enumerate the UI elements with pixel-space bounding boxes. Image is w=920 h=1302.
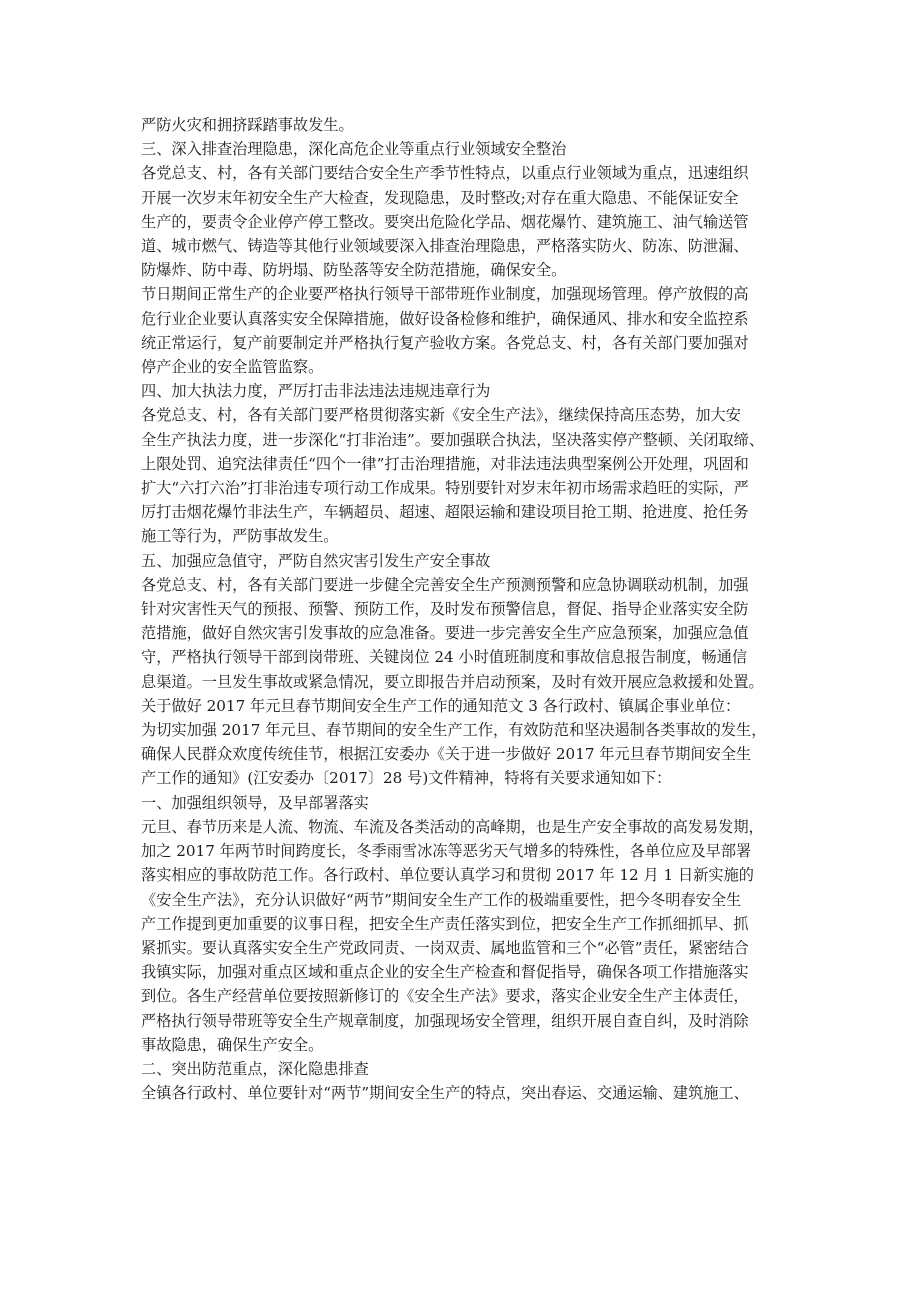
text-line: 防爆炸、防中毒、防坍塌、防坠落等安全防范措施，确保安全。 [141, 261, 567, 280]
text-line: 三、深入排查治理隐患，深化高危企业等重点行业领域安全整治 [141, 140, 567, 159]
text-line: 全镇各行政村、单位要针对“两节”期间安全生产的特点，突出春运、交通运输、建筑施工、 [141, 1084, 749, 1103]
text-line: 各党总支、村，各有关部门要进一步健全完善安全生产预测预警和应急协调联动机制，加强 [141, 575, 749, 594]
text-line: 落实相应的事故防范工作。各行政村、单位要认真学习和贯彻 2017 年 12 月 1 日新实施的 [141, 866, 754, 885]
text-line: 为切实加强 2017 年元旦、春节期间的安全生产工作，有效防范和坚决遏制各类事故的发生， [141, 721, 767, 740]
text-line: 针对灾害性天气的预报、预警、预防工作，及时发布预警信息，督促、指导企业落实安全防 [141, 600, 749, 619]
text-line: 危行业企业要认真落实安全保障措施，做好设备检修和维护，确保通风、排水和安全监控系 [141, 309, 749, 328]
text-line: 五、加强应急值守，严防自然灾害引发生产安全事故 [141, 551, 491, 570]
text-line: 关于做好 2017 年元旦春节期间安全生产工作的通知范文 3 各行政村、镇属企事业单位： [141, 696, 741, 715]
text-line: 元旦、春节历来是人流、物流、车流及各类活动的高峰期，也是生产安全事故的高发易发期， [141, 817, 764, 836]
text-line: 上限处罚、追究法律责任“四个一律”打击治理措施，对非法违法典型案例公开处理，巩固和 [141, 454, 749, 473]
text-line: 各党总支、村，各有关部门要结合安全生产季节性特点，以重点行业领域为重点，迅速组织 [141, 164, 749, 183]
text-line: 四、加大执法力度，严厉打击非法违法违规违章行为 [141, 382, 491, 401]
text-line: 《安全生产法》，充分认识做好“两节”期间安全生产工作的极端重要性，把今冬明春安全生 [141, 890, 742, 909]
text-line: 停产企业的安全监管监察。 [141, 358, 324, 377]
text-line: 事故隐患，确保生产安全。 [141, 1035, 324, 1054]
text-line: 到位。各生产经营单位要按照新修订的《安全生产法》要求，落实企业安全生产主体责任， [141, 987, 749, 1006]
text-line: 节日期间正常生产的企业要严格执行领导干部带班作业制度，加强现场管理。停产放假的高 [141, 285, 749, 304]
text-line: 我镇实际，加强对重点区域和重点企业的安全生产检查和督促指导，确保各项工作措施落实 [141, 963, 749, 982]
text-line: 施工等行为，严防事故发生。 [141, 527, 339, 546]
text-line: 产工作提到更加重要的议事日程，把安全生产责任落实到位，把安全生产工作抓细抓早、抓 [141, 914, 749, 933]
text-line: 范措施，做好自然灾害引发事故的应急准备。要进一步完善安全生产应急预案，加强应急值 [141, 624, 749, 643]
text-line: 严防火灾和拥挤踩踏事故发生。 [141, 116, 354, 134]
text-line: 扩大“六打六治”打非治违专项行动工作成果。特别要针对岁末年初市场需求趋旺的实际，严 [141, 479, 749, 498]
text-line: 一、加强组织领导，及早部署落实 [141, 793, 369, 812]
text-line: 全生产执法力度，进一步深化“打非治违”。要加强联合执法，坚决落实停产整顿、关闭取缔、 [141, 430, 765, 449]
text-line: 二、突出防范重点，深化隐患排查 [141, 1059, 369, 1078]
text-line: 加之 2017 年两节时间跨度长，冬季雨雪冰冻等恶劣天气增多的特殊性，各单位应及早部署 [141, 842, 752, 861]
text-line: 厉打击烟花爆竹非法生产，车辆超员、超速、超限运输和建设项目抢工期、抢进度、抢任务 [141, 503, 749, 522]
text-line: 紧抓实。要认真落实安全生产党政同责、一岗双责、属地监管和三个“必管”责任，紧密结合 [141, 938, 749, 957]
text-line: 生产的，要责令企业停产停工整改。要突出危险化学品、烟花爆竹、建筑施工、油气输送管 [141, 212, 749, 231]
text-line: 统正常运行，复产前要制定并严格执行复产验收方案。各党总支、村，各有关部门要加强对 [141, 333, 749, 352]
text-line: 各党总支、村，各有关部门要严格贯彻落实新《安全生产法》，继续保持高压态势，加大安 [141, 406, 741, 425]
text-line: 守，严格执行领导干部到岗带班、关键岗位 24 小时值班制度和事故信息报告制度，畅通信 [141, 648, 748, 667]
text-line: 开展一次岁末年初安全生产大检查，发现隐患，及时整改;对存在重大隐患、不能保证安全 [141, 188, 739, 207]
document-body [141, 113, 791, 1105]
text-line: 道、城市燃气、铸造等其他行业领域要深入排查治理隐患，严格落实防火、防冻、防泄漏、 [141, 237, 749, 256]
text-line: 息渠道。一旦发生事故或紧急情况，要立即报告并启动预案，及时有效开展应急救援和处置。 [141, 672, 764, 691]
text-line: 确保人民群众欢度传统佳节，根据江安委办《关于进一步做好 2017 年元旦春节期间安全生 [141, 745, 752, 764]
text-line: 严格执行领导带班等安全生产规章制度，加强现场安全管理，组织开展自查自纠，及时消除 [141, 1011, 749, 1030]
text-line: 产工作的通知》(江安委办〔2017〕28 号)文件精神，特将有关要求通知如下： [141, 769, 672, 788]
